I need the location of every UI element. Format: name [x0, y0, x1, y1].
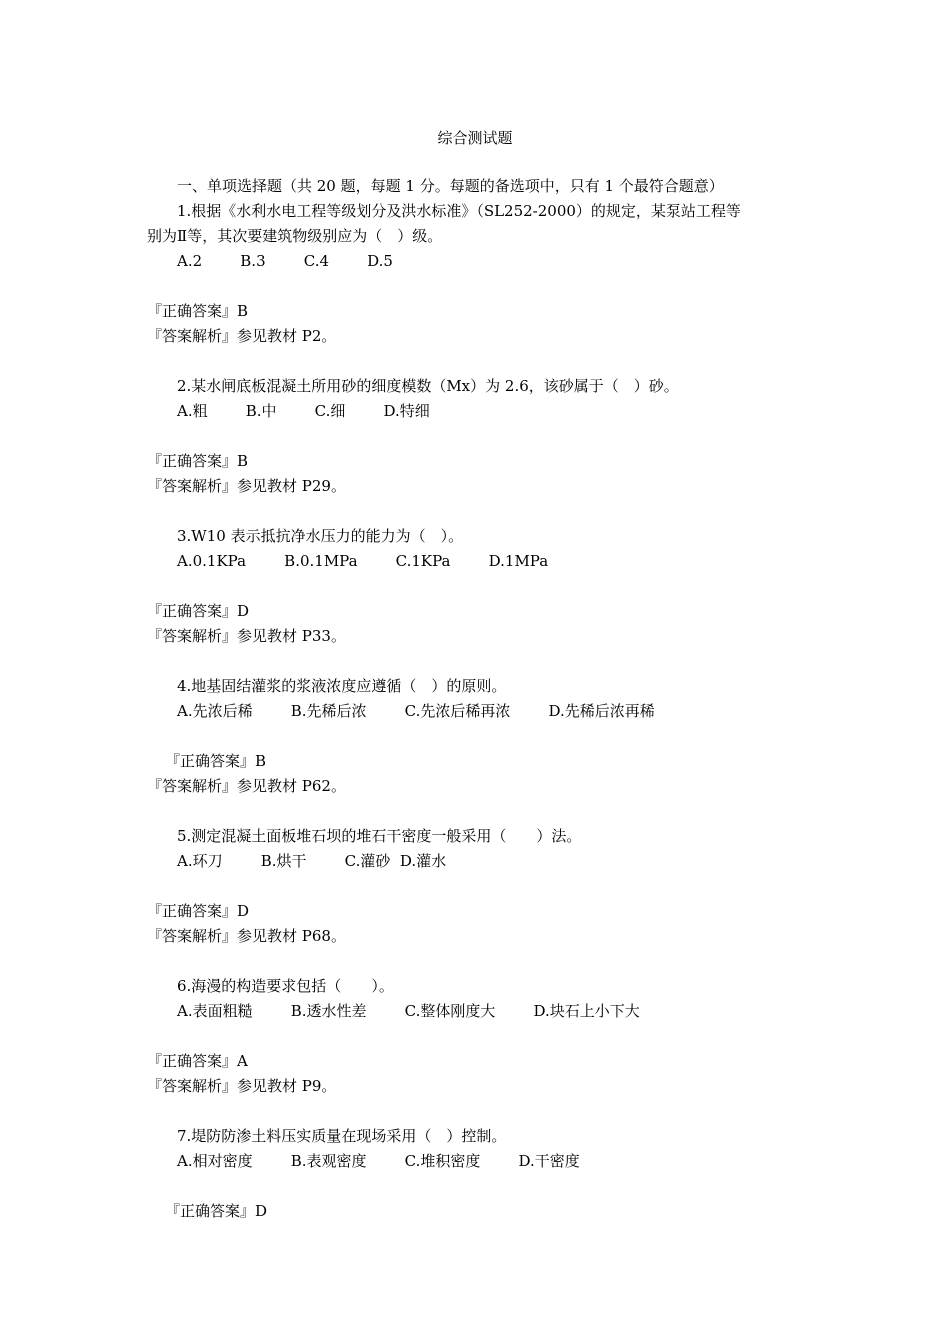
- spacer: [147, 1174, 817, 1199]
- document-body: [147, 174, 817, 1224]
- answer-analysis: 『答案解析』参见教材 P33。: [147, 627, 346, 645]
- spacer: [147, 649, 817, 674]
- spacer: [147, 1099, 817, 1124]
- question-options: A.环刀 B.烘干 C.灌砂 D.灌水: [177, 852, 447, 870]
- question-options: A.相对密度 B.表观密度 C.堆积密度 D.干密度: [177, 1152, 580, 1170]
- question-6: [147, 974, 817, 1124]
- question-stem-continued: 别为Ⅱ等，其次要建筑物级别应为（ ）级。: [147, 227, 443, 245]
- correct-answer: 『正确答案』D: [165, 1202, 268, 1220]
- spacer: [147, 724, 817, 749]
- answer-analysis: 『答案解析』参见教材 P68。: [147, 927, 346, 945]
- question-stem: 7.堤防防渗土料压实质量在现场采用（ ）控制。: [177, 1127, 507, 1145]
- question-stem: 6.海漫的构造要求包括（ ）。: [177, 977, 394, 995]
- correct-answer: 『正确答案』A: [147, 1052, 248, 1070]
- spacer: [147, 574, 817, 599]
- question-options: A.粗 B.中 C.细 D.特细: [177, 402, 430, 420]
- question-5: [147, 824, 817, 974]
- question-7: [147, 1124, 817, 1224]
- spacer: [147, 1024, 817, 1049]
- question-1: [147, 199, 817, 374]
- correct-answer: 『正确答案』D: [147, 602, 250, 620]
- question-3: [147, 524, 817, 674]
- question-options: A.表面粗糙 B.透水性差 C.整体刚度大 D.块石上小下大: [177, 1002, 640, 1020]
- spacer: [147, 349, 817, 374]
- spacer: [147, 874, 817, 899]
- question-2: [147, 374, 817, 524]
- spacer: [147, 949, 817, 974]
- spacer: [147, 274, 817, 299]
- answer-analysis: 『答案解析』参见教材 P62。: [147, 777, 346, 795]
- question-stem: 4.地基固结灌浆的浆液浓度应遵循（ ）的原则。: [177, 677, 507, 695]
- page-title: 综合测试题: [437, 129, 513, 147]
- question-options: A.2 B.3 C.4 D.5: [177, 252, 393, 270]
- question-stem: 2.某水闸底板混凝土所用砂的细度模数（Mx）为 2.6，该砂属于（ ）砂。: [177, 377, 679, 395]
- answer-analysis: 『答案解析』参见教材 P2。: [147, 327, 337, 345]
- question-options: A.先浓后稀 B.先稀后浓 C.先浓后稀再浓 D.先稀后浓再稀: [177, 702, 655, 720]
- spacer: [147, 424, 817, 449]
- spacer: [147, 799, 817, 824]
- answer-analysis: 『答案解析』参见教材 P29。: [147, 477, 346, 495]
- correct-answer: 『正确答案』B: [147, 302, 249, 320]
- question-options: A.0.1KPa B.0.1MPa C.1KPa D.1MPa: [177, 552, 549, 570]
- question-stem: 5.测定混凝土面板堆石坝的堆石干密度一般采用（ ）法。: [177, 827, 582, 845]
- correct-answer: 『正确答案』B: [165, 752, 267, 770]
- spacer: [147, 499, 817, 524]
- question-4: [147, 674, 817, 824]
- question-stem: 1.根据《水利水电工程等级划分及洪水标准》（SL252-2000）的规定，某泵站工程等: [177, 202, 741, 220]
- correct-answer: 『正确答案』D: [147, 902, 250, 920]
- correct-answer: 『正确答案』B: [147, 452, 249, 470]
- answer-analysis: 『答案解析』参见教材 P9。: [147, 1077, 337, 1095]
- question-stem: 3.W10 表示抵抗净水压力的能力为（ ）。: [177, 527, 464, 545]
- section-heading: 一、单项选择题（共 20 题，每题 1 分。每题的备选项中，只有 1 个最符合题意）: [177, 177, 724, 195]
